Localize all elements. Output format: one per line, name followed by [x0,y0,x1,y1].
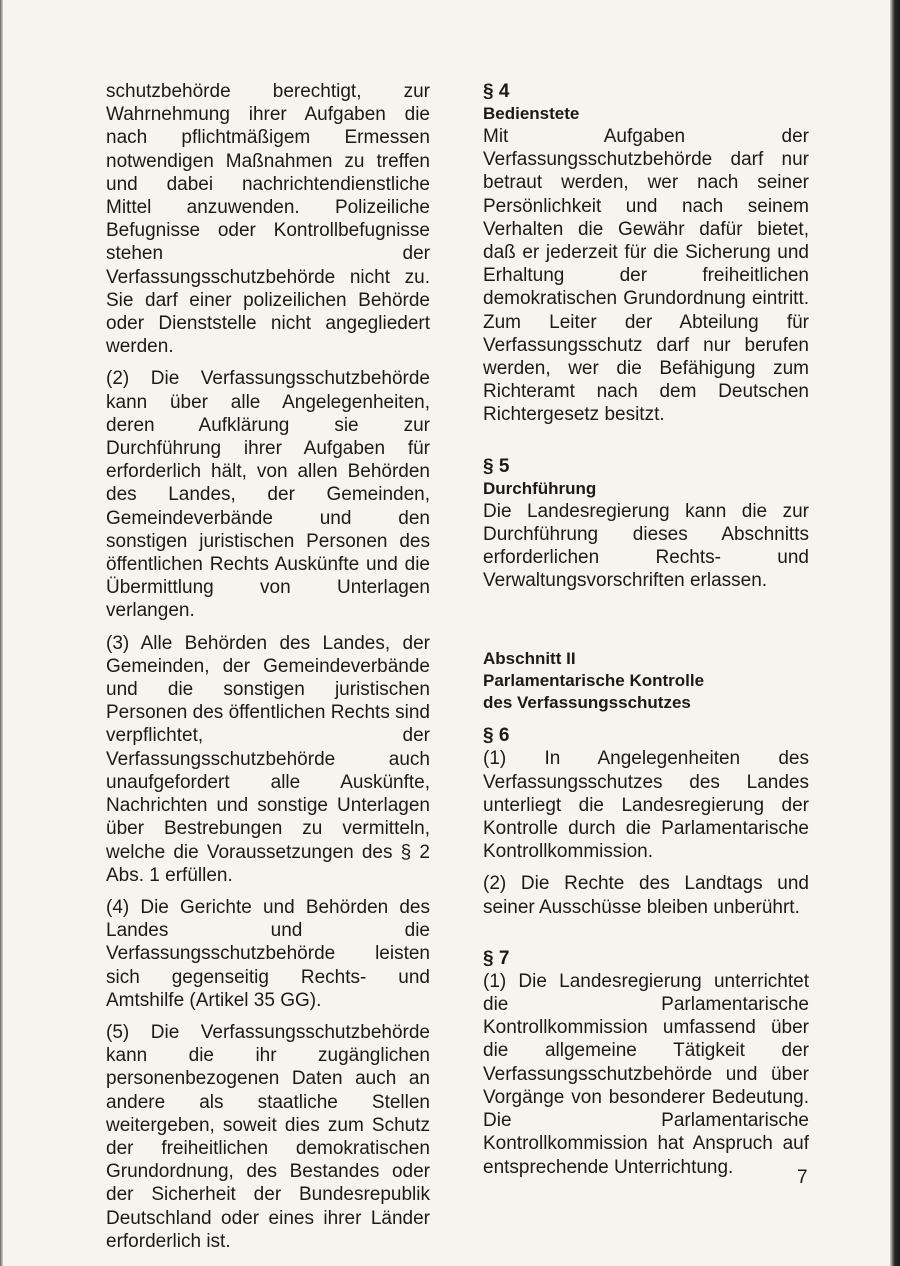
left-column [106,80,430,1253]
section-5-title: Durchführung [483,478,597,498]
chapter-title-line-2: des Verfassungsschutzes [483,693,691,713]
section-4-text: Mit Aufgaben der Verfassungsschutzbehörde darf nur betraut werden, wer nach seiner Persönlichkeit und nach seinem Verhalten die Gewähr dafür bietet, daß er jederzeit für die Sicherung und Erhaltung der freiheitlichen demokratischen Grundordnung eintritt. Zum Leiter der Abteilung für Verfassungsschutz darf nur berufen werden, wer die Befähigung zum Richteramt nach dem Deutschen Richtergesetz besitzt. [483,126,809,426]
section-6-number: § 6 [483,725,510,747]
section-4-number: § 4 [483,81,510,102]
section-4-title: Bedienstete [483,104,580,123]
section-5-number: § 5 [483,455,510,477]
section-6-paragraph-1: (1) In Angelegenheiten des Verfassungsschutzes des Landes unterliegt die Landesregierung der Kontrolle durch die Parlamentarische Kontrollkommission. [483,748,809,863]
paragraph-continuation: schutzbehörde berechtigt, zur Wahrnehmung ihrer Aufgaben die nach pflichtmäßigem Ermessen notwendigen Maßnahmen zu treffen und dabei nachrichtendienstliche Mittel anzuwenden. Polizeiliche Befugnisse oder Kontrollbefugnisse stehen der Verfassungsschutzbehörde nicht zu. Sie darf einer polizeilichen Behörde oder Dienststelle nicht angegliedert werden. [106,81,430,358]
chapter-label: Abschnitt II [483,649,576,669]
section-7-number: § 7 [483,947,510,969]
page-edge-right [890,0,900,1266]
page-edge-left [0,0,3,1266]
paragraph-2: (2) Die Verfassungsschutzbehörde kann über alle Angelegenheiten, deren Aufklärung sie zur Durchführung ihrer Aufgaben für erforderlich hält, von allen Behörden des Landes, der Gemeinden, Gemeindeverbände und den sonstigen juristischen Personen des öffentlichen Rechts Auskünfte und die Übermittlung von Unterlagen verlangen. [106,368,430,622]
page-number: 7 [797,1167,808,1188]
section-6-paragraph-2: (2) Die Rechte des Landtags und seiner Ausschüsse bleiben unberührt. [483,873,809,918]
section-5-text: Die Landesregierung kann die zur Durchführung dieses Abschnitts erforderlichen Rechts- und Verwaltungsvorschriften erlassen. [483,500,809,592]
chapter-title-line-1: Parlamentarische Kontrolle [483,671,705,691]
right-column [483,80,809,1179]
paragraph-3: (3) Alle Behörden des Landes, der Gemeinden, der Gemeindeverbände und die sonstigen juristischen Personen des öffentlichen Rechts sind verpflichtet, der Verfassungsschutzbehörde auch unaufgefordert alle Auskünfte, Nachrichten und sonstige Unterlagen über Bestrebungen zu vermitteln, welche die Voraussetzungen des § 2 Abs. 1 erfüllen. [106,632,430,886]
paragraph-5: (5) Die Verfassungsschutzbehörde kann die ihr zugänglichen personenbezogenen Daten auch an andere als staatliche Stellen weitergeben, soweit dies zum Schutz der freiheitlichen demokratischen Grundordnung, des Bestandes oder der Sicherheit der Bundesrepublik Deutschland oder eines ihrer Länder erforderlich ist. [106,1021,430,1252]
section-7-paragraph-1: (1) Die Landesregierung unterrichtet die Parlamentarische Kontrollkommission umfassend über die allgemeine Tätigkeit der Verfassungsschutzbehörde und über Vorgänge von besonderer Bedeutung. Die Parlamentarische Kontrollkommission hat Anspruch auf entsprechende Unterrichtung. [483,970,809,1178]
paragraph-4: (4) Die Gerichte und Behörden des Landes und die Verfassungsschutzbehörde leisten sich gegenseitig Rechts- und Amtshilfe (Artikel 35 GG). [106,896,430,1011]
